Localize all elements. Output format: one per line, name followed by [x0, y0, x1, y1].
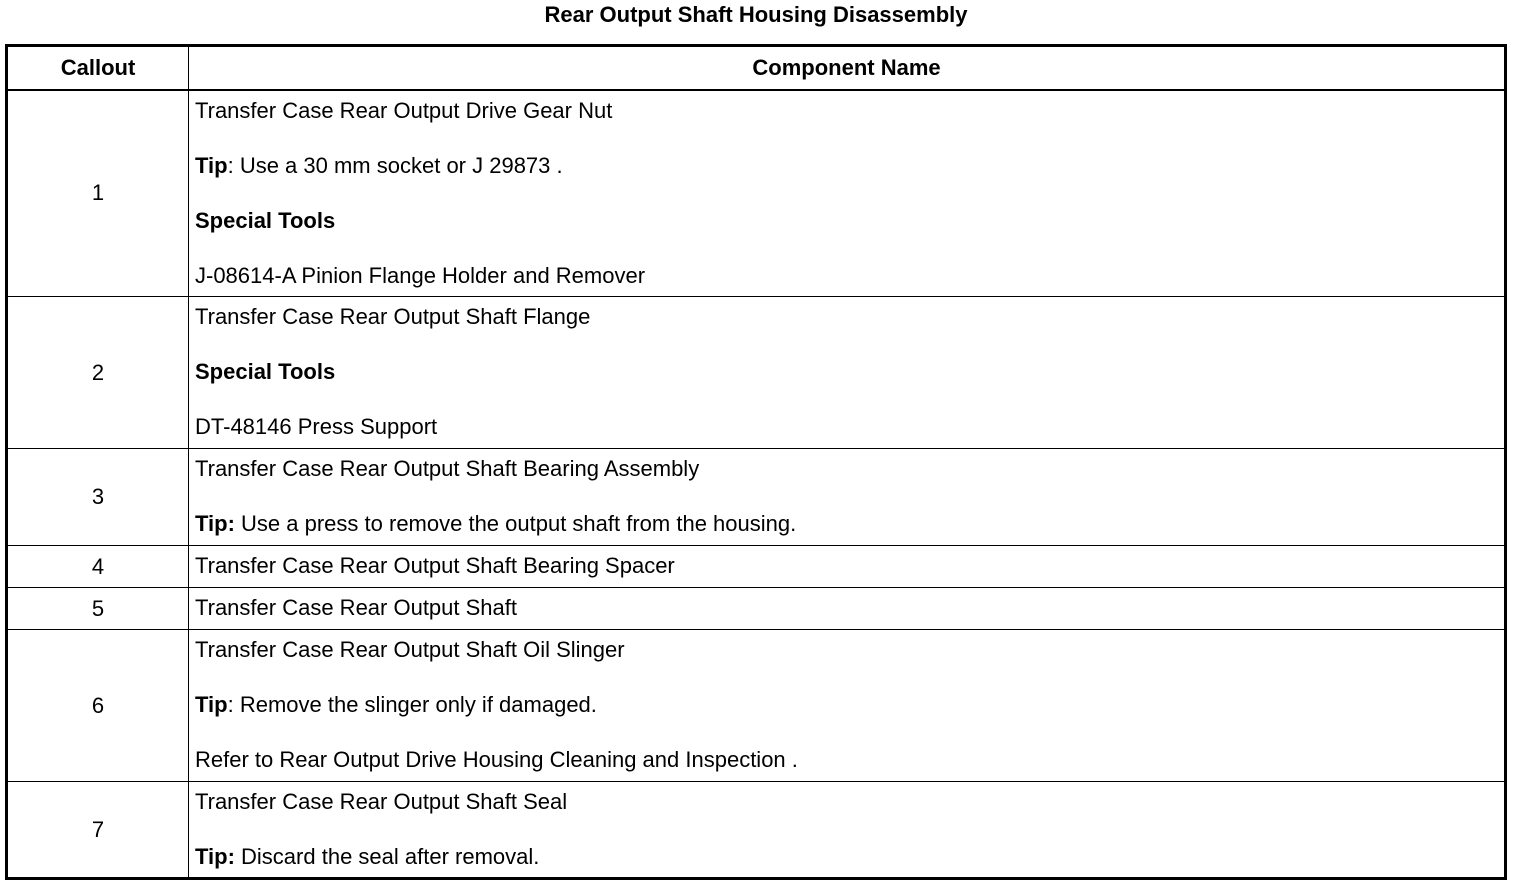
- reference-note: Refer to Rear Output Drive Housing Cleaning and Inspection .: [195, 747, 798, 772]
- callout-cell: 3: [7, 449, 189, 546]
- tip-label: Tip: [195, 692, 228, 717]
- tip-text: : Remove the slinger only if damaged.: [227, 692, 597, 717]
- tip-line: [195, 837, 1504, 877]
- component-cell: [189, 449, 1506, 546]
- callout-cell: 2: [7, 297, 189, 449]
- table-row: [7, 546, 1506, 588]
- header-component-name: Component Name: [189, 46, 1506, 90]
- tip-line: [195, 504, 1504, 544]
- table-row: [7, 782, 1506, 879]
- component-name: Transfer Case Rear Output Shaft Oil Slinger: [195, 637, 625, 662]
- component-cell: [189, 297, 1506, 449]
- page-title: Rear Output Shaft Housing Disassembly: [544, 2, 968, 27]
- callout-cell: 1: [7, 90, 189, 297]
- tip-line: [195, 146, 1504, 201]
- component-cell: [189, 630, 1506, 782]
- callout-cell: 4: [7, 546, 189, 588]
- component-name: Transfer Case Rear Output Drive Gear Nut: [195, 97, 613, 123]
- table-header-row: [7, 46, 1506, 90]
- component-name: Transfer Case Rear Output Shaft Bearing Spacer: [195, 553, 675, 578]
- component-name: Transfer Case Rear Output Shaft Seal: [195, 789, 568, 814]
- table-row: [7, 588, 1506, 630]
- table-row: [7, 90, 1506, 297]
- special-tool: DT-48146 Press Support: [195, 414, 438, 439]
- component-cell: [189, 782, 1506, 879]
- component-name: Transfer Case Rear Output Shaft Flange: [195, 304, 591, 329]
- table-row: [7, 630, 1506, 782]
- header-callout: Callout: [7, 46, 189, 90]
- callout-cell: 5: [7, 588, 189, 630]
- component-name: Transfer Case Rear Output Shaft Bearing Assembly: [195, 456, 700, 481]
- component-cell: [189, 588, 1506, 630]
- tip-text: Discard the seal after removal.: [234, 844, 540, 869]
- tip-label: Tip: [195, 152, 228, 178]
- special-tool: J-08614-A Pinion Flange Holder and Remover: [195, 262, 646, 288]
- tip-text: Use a press to remove the output shaft from the housing.: [234, 511, 797, 536]
- special-tools-label: Special Tools: [195, 207, 336, 233]
- tip-line: [195, 685, 1504, 740]
- callout-cell: 6: [7, 630, 189, 782]
- special-tools-label: Special Tools: [195, 359, 336, 384]
- tip-text: : Use a 30 mm socket or J 29873 .: [227, 152, 563, 178]
- table-row: [7, 297, 1506, 449]
- tip-label: Tip:: [195, 844, 235, 869]
- components-table: [5, 44, 1507, 880]
- tip-label: Tip:: [195, 511, 235, 536]
- component-name: Transfer Case Rear Output Shaft: [195, 595, 517, 620]
- component-cell: [189, 90, 1506, 297]
- callout-cell: 7: [7, 782, 189, 879]
- table-row: [7, 449, 1506, 546]
- component-cell: [189, 546, 1506, 588]
